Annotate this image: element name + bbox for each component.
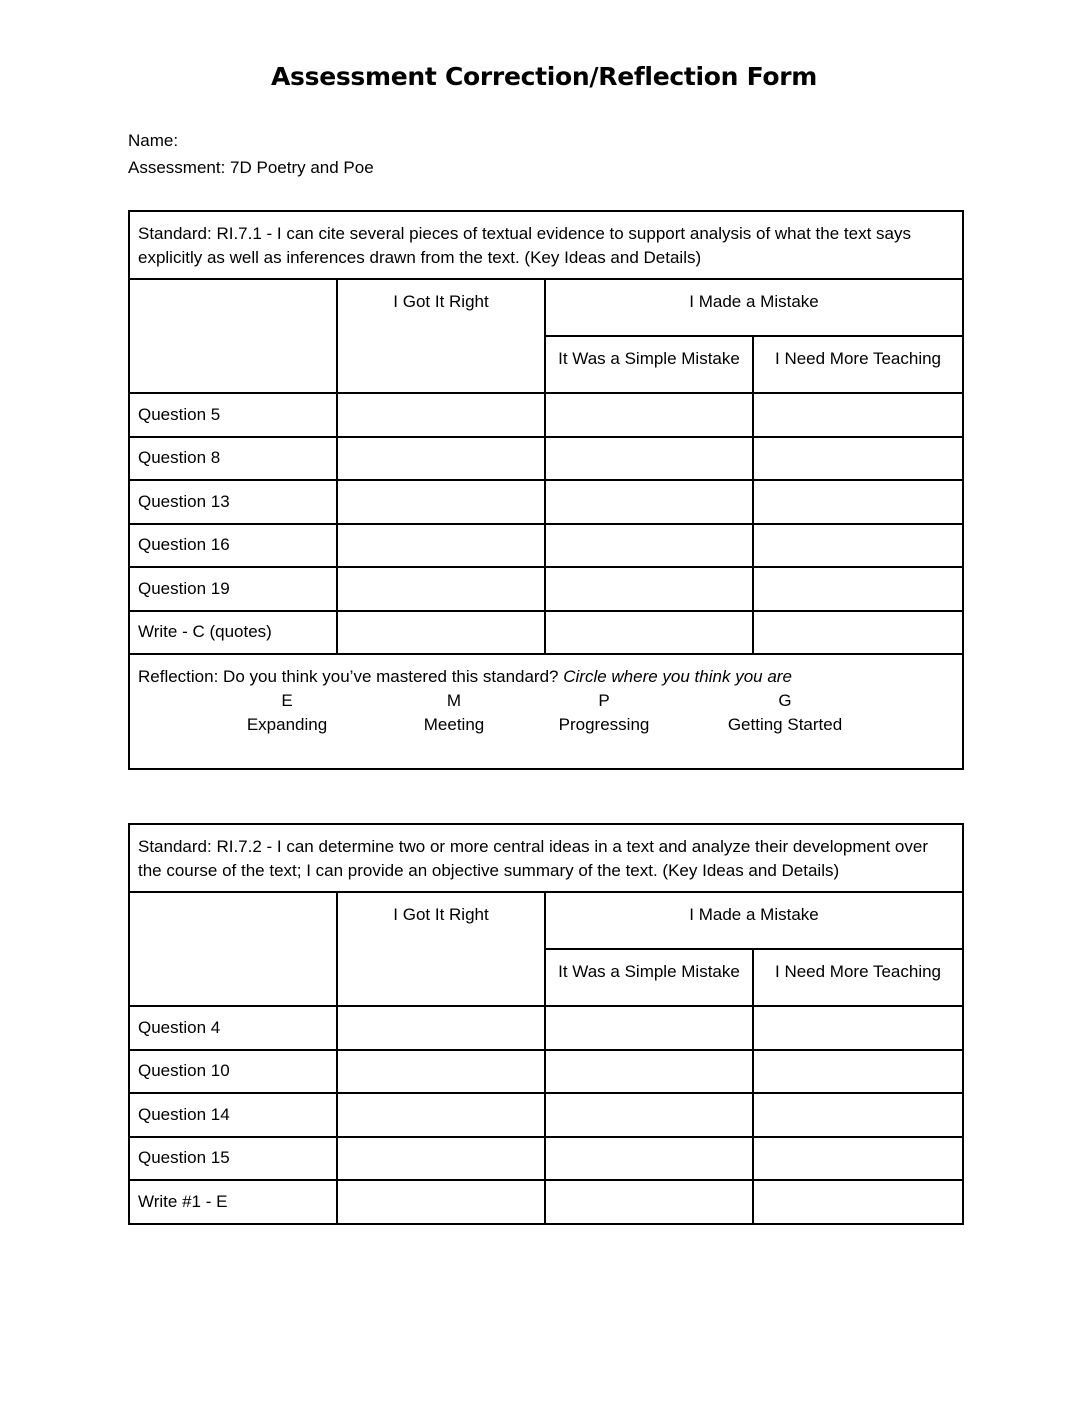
reflection-cell <box>129 654 963 769</box>
table-row <box>129 567 963 611</box>
got-it-right-cell[interactable] <box>337 1050 545 1094</box>
table-row <box>129 1006 963 1050</box>
simple-mistake-header: It Was a Simple Mistake <box>545 336 753 393</box>
question-label: Question 10 <box>129 1050 337 1094</box>
more-teaching-cell[interactable] <box>753 1180 963 1224</box>
simple-mistake-cell[interactable] <box>545 567 753 611</box>
question-label: Question 15 <box>129 1137 337 1181</box>
mastery-option-meeting[interactable]: M Meeting <box>423 691 485 734</box>
standard-table-1 <box>128 210 964 770</box>
table-row <box>129 480 963 524</box>
got-it-right-cell[interactable] <box>337 393 545 437</box>
more-teaching-cell[interactable] <box>753 1137 963 1181</box>
simple-mistake-cell[interactable] <box>545 1093 753 1137</box>
table-row <box>129 611 963 655</box>
got-it-right-cell[interactable] <box>337 1180 545 1224</box>
simple-mistake-cell[interactable] <box>545 437 753 481</box>
standard-text: Standard: RI.7.1 - I can cite several pieces of textual evidence to support analysis of what the text says explicitly as well as inferences drawn from the text. (Key Ideas and Details) <box>129 211 963 279</box>
reflection-prompt: Reflection: Do you think you’ve mastered this standard? Circle where you think you are <box>138 667 792 686</box>
more-teaching-header: I Need More Teaching <box>753 336 963 393</box>
question-label: Write - C (quotes) <box>129 611 337 655</box>
got-it-right-cell[interactable] <box>337 567 545 611</box>
question-label: Question 16 <box>129 524 337 568</box>
more-teaching-cell[interactable] <box>753 437 963 481</box>
got-it-right-cell[interactable] <box>337 1137 545 1181</box>
reflection-instruction: Circle where you think you are <box>563 667 792 686</box>
standard-text: Standard: RI.7.2 - I can determine two or more central ideas in a text and analyze their development over the course of the text; I can provide an objective summary of the text. (Key Ideas and Details) <box>129 824 963 892</box>
more-teaching-cell[interactable] <box>753 1050 963 1094</box>
table-row <box>129 393 963 437</box>
mastery-levels <box>138 689 954 741</box>
simple-mistake-header: It Was a Simple Mistake <box>545 949 753 1006</box>
more-teaching-cell[interactable] <box>753 567 963 611</box>
simple-mistake-cell[interactable] <box>545 1006 753 1050</box>
more-teaching-cell[interactable] <box>753 1006 963 1050</box>
blank-header-cell <box>129 892 337 1006</box>
simple-mistake-cell[interactable] <box>545 1137 753 1181</box>
assessment-label: Assessment: 7D Poetry and Poe <box>128 158 374 177</box>
mastery-option-getting-started[interactable]: G Getting Started <box>727 691 843 734</box>
got-it-right-header: I Got It Right <box>337 279 545 393</box>
got-it-right-cell[interactable] <box>337 1006 545 1050</box>
simple-mistake-cell[interactable] <box>545 1180 753 1224</box>
simple-mistake-cell[interactable] <box>545 611 753 655</box>
table-row <box>129 437 963 481</box>
question-label: Question 14 <box>129 1093 337 1137</box>
simple-mistake-cell[interactable] <box>545 393 753 437</box>
table-row <box>129 1180 963 1224</box>
got-it-right-cell[interactable] <box>337 1093 545 1137</box>
more-teaching-cell[interactable] <box>753 524 963 568</box>
simple-mistake-cell[interactable] <box>545 480 753 524</box>
more-teaching-cell[interactable] <box>753 393 963 437</box>
table-row <box>129 1093 963 1137</box>
blank-header-cell <box>129 279 337 393</box>
question-label: Question 5 <box>129 393 337 437</box>
question-label: Question 19 <box>129 567 337 611</box>
got-it-right-cell[interactable] <box>337 480 545 524</box>
question-label: Question 8 <box>129 437 337 481</box>
more-teaching-cell[interactable] <box>753 1093 963 1137</box>
simple-mistake-cell[interactable] <box>545 524 753 568</box>
table-row <box>129 1050 963 1094</box>
form-title: Assessment Correction/Reflection Form <box>270 62 817 91</box>
simple-mistake-cell[interactable] <box>545 1050 753 1094</box>
made-mistake-header: I Made a Mistake <box>545 892 963 949</box>
standard-table-2 <box>128 823 964 1225</box>
more-teaching-cell[interactable] <box>753 611 963 655</box>
got-it-right-cell[interactable] <box>337 524 545 568</box>
table-row <box>129 1137 963 1181</box>
got-it-right-cell[interactable] <box>337 437 545 481</box>
made-mistake-header: I Made a Mistake <box>545 279 963 336</box>
table-row <box>129 524 963 568</box>
mastery-option-progressing[interactable]: P Progressing <box>558 691 650 734</box>
question-label: Write #1 - E <box>129 1180 337 1224</box>
got-it-right-cell[interactable] <box>337 611 545 655</box>
name-label: Name: <box>128 131 179 150</box>
question-label: Question 13 <box>129 480 337 524</box>
got-it-right-header: I Got It Right <box>337 892 545 1006</box>
question-label: Question 4 <box>129 1006 337 1050</box>
mastery-option-expanding[interactable]: E Expanding <box>246 691 328 734</box>
more-teaching-cell[interactable] <box>753 480 963 524</box>
more-teaching-header: I Need More Teaching <box>753 949 963 1006</box>
